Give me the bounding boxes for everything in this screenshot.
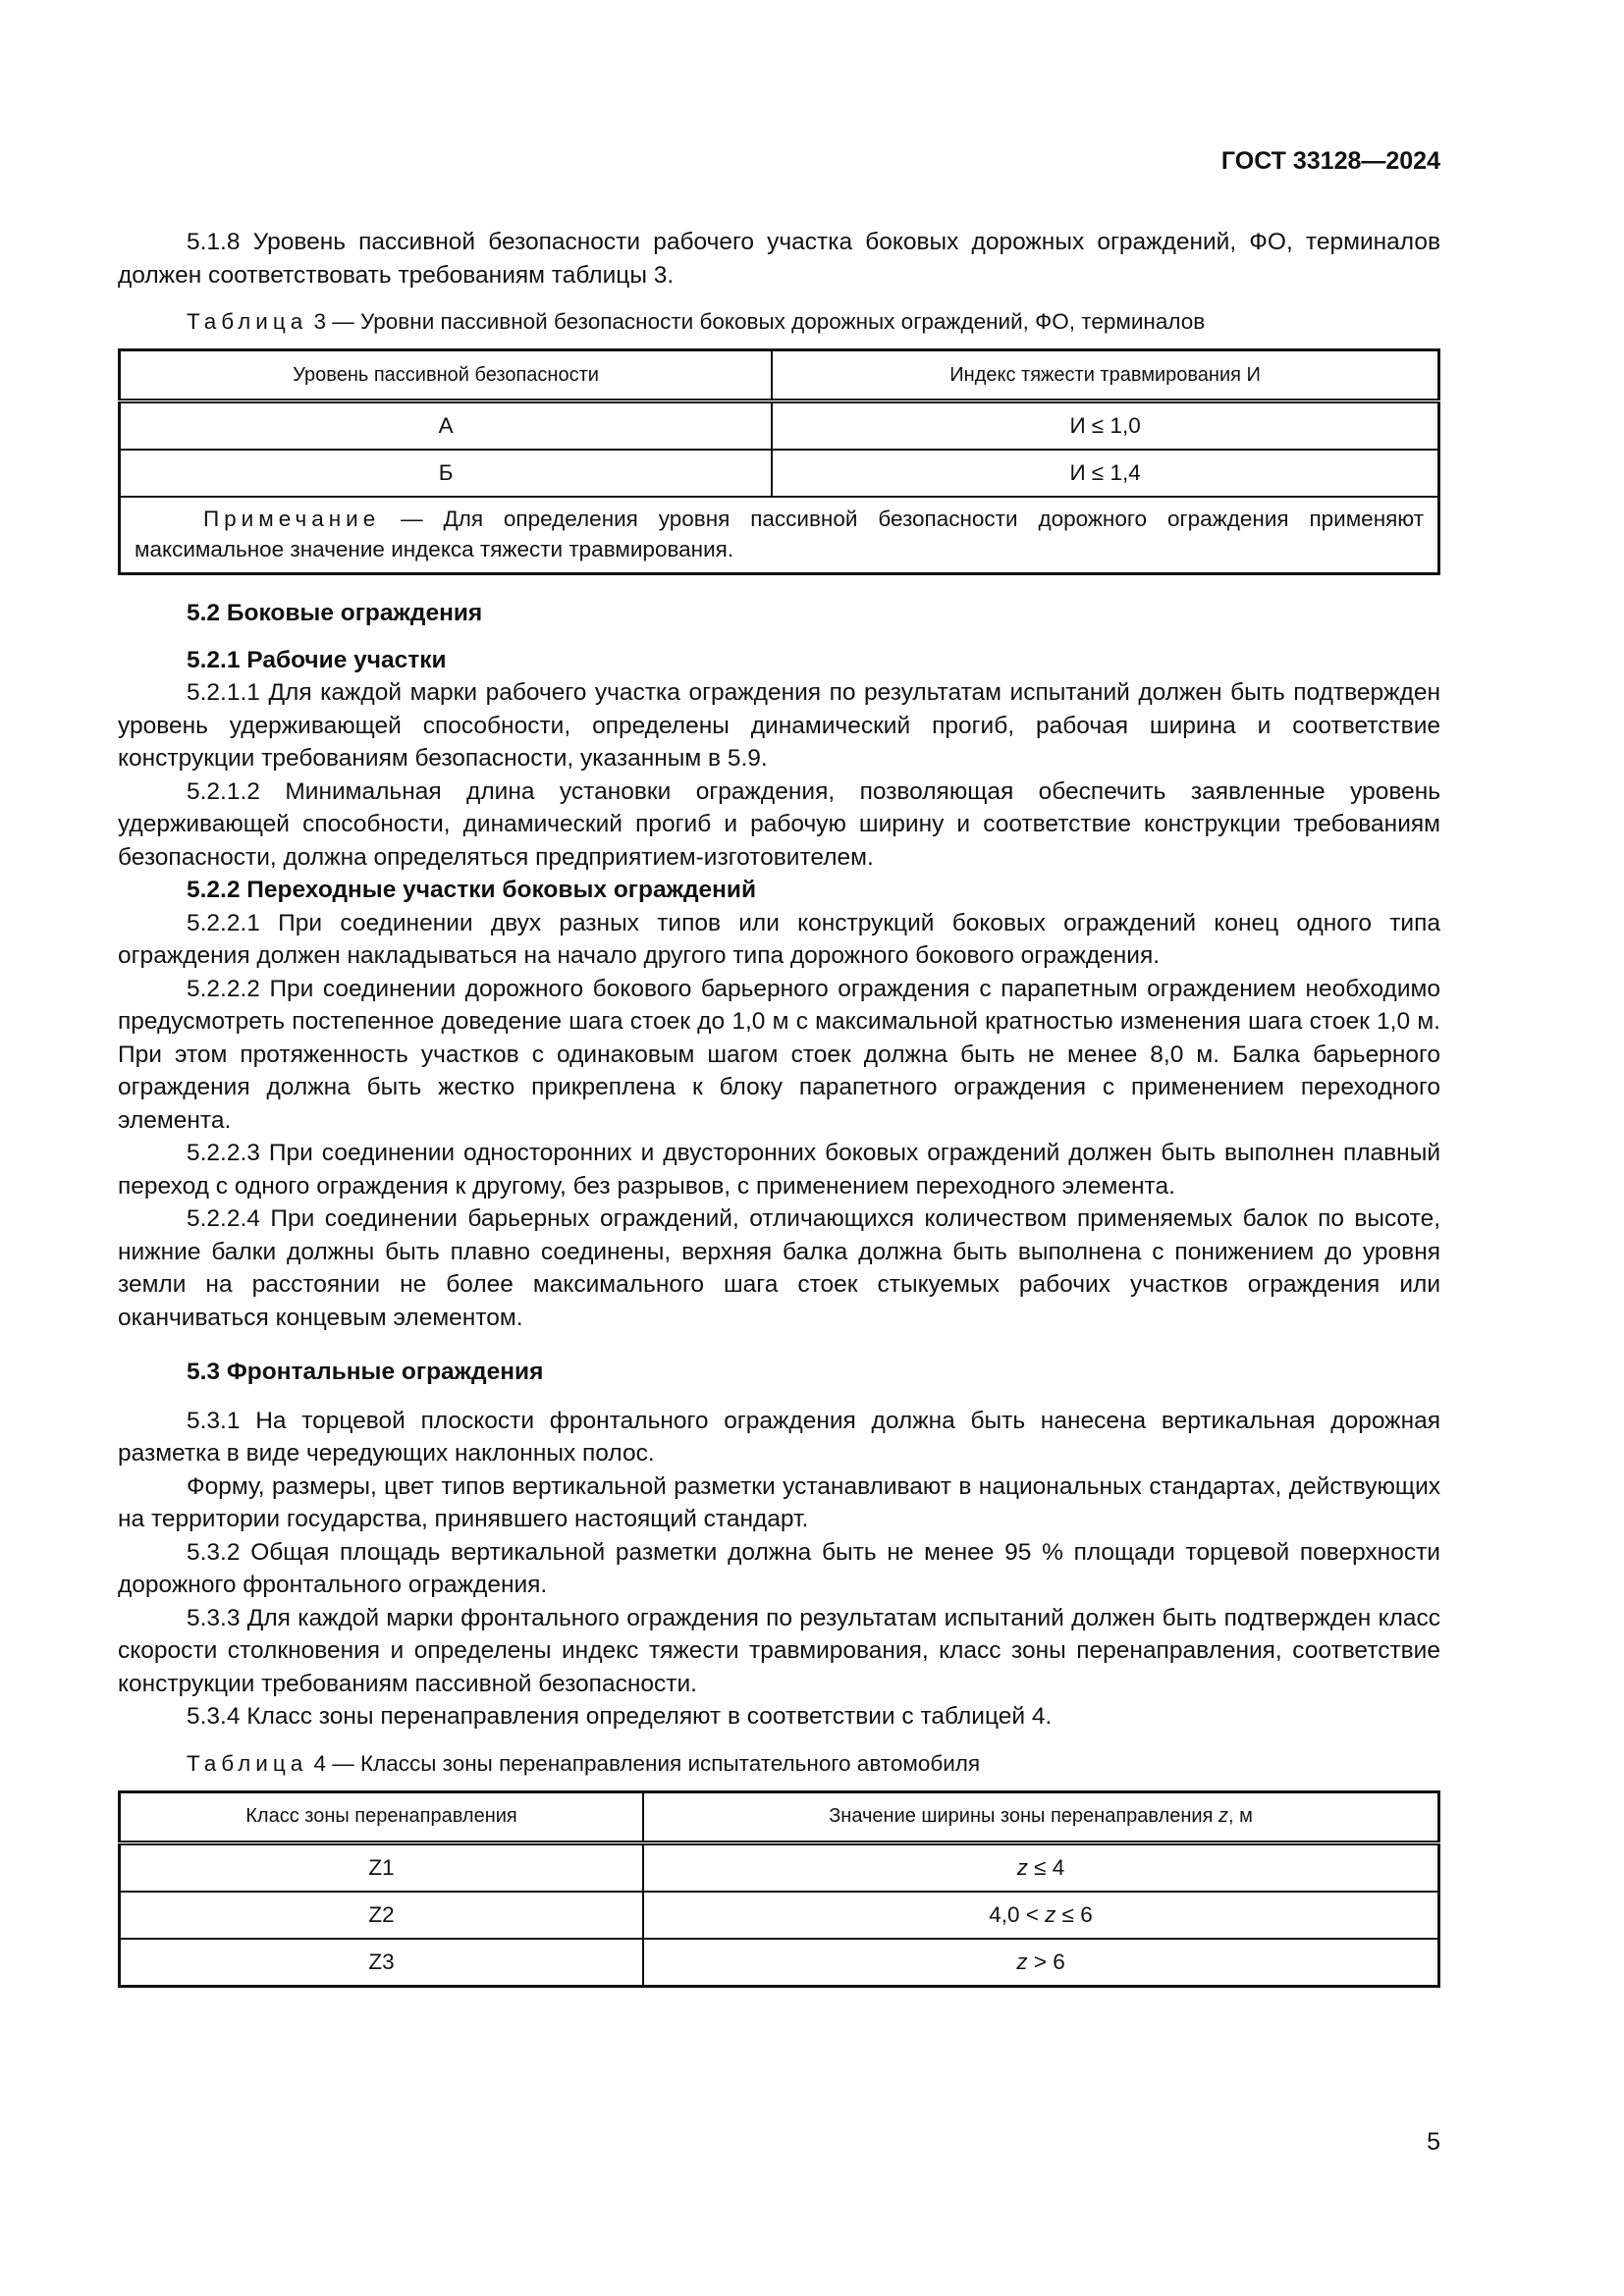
value-post: ≤ 6 (1056, 1901, 1093, 1927)
note-text: — Для определения уровня пассивной безопасности дорожного ограждения применяют максимальное значение индекса тяжести травмирования. (135, 507, 1424, 561)
subsection-heading: 5.2.1 Рабочие участки (187, 646, 447, 673)
table-3 (118, 348, 1440, 575)
table-cell: А (120, 401, 773, 451)
table-note-row (120, 497, 1439, 574)
section-heading: 5.3 Фронтальные ограждения (187, 1359, 544, 1385)
note-label: Примечание (203, 507, 381, 531)
header-variable: z (1218, 1805, 1228, 1827)
table-cell (643, 1939, 1438, 1987)
table-cell: Б (120, 450, 773, 497)
table-4 (118, 1790, 1440, 1988)
document-id: ГОСТ 33128—2024 (1220, 147, 1440, 175)
table-cell: Z1 (120, 1842, 644, 1892)
table-cell: Z3 (120, 1939, 644, 1987)
table-row (120, 450, 1439, 497)
table-cell: И ≤ 1,4 (772, 450, 1438, 497)
table-row (120, 1842, 1439, 1892)
section-heading: 5.2 Боковые ограждения (187, 600, 483, 626)
paragraph: 5.3.3 Для каждой марки фронтального ограждения по результатам испытаний должен быть подтвержден класс скорости столкновения и определены индекс тяжести травмирования, класс зоны перенаправления, соответствие конструкции требованиям пассивной безопасности. (118, 1604, 1440, 1697)
page-number: 5 (1427, 2128, 1440, 2156)
table-cell: Z2 (120, 1892, 644, 1939)
value-post: ≤ 4 (1027, 1854, 1065, 1880)
header-text: Значение ширины зоны перенаправления (829, 1805, 1218, 1827)
table4-caption-word: Таблица (187, 1750, 308, 1776)
table-cell (643, 1842, 1438, 1892)
table4-caption-text: 4 — Классы зоны перенаправления испытательного автомобиля (307, 1750, 981, 1776)
paragraph: 5.3.1 На торцевой плоскости фронтального ограждения должна быть нанесена вертикальная дорожная разметка в виде чередующих наклонных полос. (118, 1407, 1440, 1467)
subsection-heading: 5.2.2 Переходные участки боковых ограждений (187, 877, 757, 903)
table3-caption-word: Таблица (187, 309, 308, 334)
table-cell: И ≤ 1,0 (772, 401, 1438, 451)
value-var: z (1016, 1949, 1028, 1974)
table-row (120, 1939, 1439, 1987)
table4-header: Класс зоны перенаправления (120, 1791, 644, 1842)
table-row (120, 401, 1439, 451)
table3-caption (118, 307, 1440, 337)
paragraph-5-1-8: 5.1.8 Уровень пассивной безопасности рабочего участка боковых дорожных ограждений, ФО, терминалов должен соответствовать требованиям таблицы 3. (118, 229, 1440, 289)
page-content (118, 226, 1440, 1988)
table3-note (120, 497, 1439, 574)
header-unit: , м (1227, 1805, 1253, 1827)
paragraph: 5.2.2.4 При соединении барьерных ограждений, отличающихся количеством применяемых балок по высоте, нижние балки должны быть плавно соединены, верхняя балка должна быть выполнена с понижением до уровня земли на расстоянии не более максимального шага стоек стыкуемых рабочих участков ограждения или оканчиваться концевым элементом. (118, 1205, 1440, 1331)
value-var: z (1016, 1854, 1028, 1880)
table4-header (643, 1791, 1438, 1842)
paragraph: Форму, размеры, цвет типов вертикальной разметки устанавливают в национальных стандартах, действующих на территории государства, принявшего настоящий стандарт. (118, 1472, 1440, 1532)
paragraph: 5.2.1.2 Минимальная длина установки ограждения, позволяющая обеспечить заявленные уровень удерживающей способности, динамический прогиб и рабочую ширину и соответствие конструкции требованиям безопасности, должна определяться предприятием-изготовителем. (118, 777, 1440, 871)
table3-header: Индекс тяжести травмирования И (772, 350, 1438, 401)
table3-header: Уровень пассивной безопасности (120, 350, 773, 401)
paragraph: 5.3.2 Общая площадь вертикальной разметки должна быть не менее 95 % площади торцевой поверхности дорожного фронтального ограждения. (118, 1538, 1440, 1598)
value-var: z (1045, 1901, 1056, 1927)
paragraph: 5.2.2.3 При соединении односторонних и двусторонних боковых ограждений должен быть выполнен плавный переход с одного ограждения к другому, без разрывов, с применением переходного элемента. (118, 1140, 1440, 1200)
table-row (120, 1892, 1439, 1939)
paragraph: 5.2.2.1 При соединении двух разных типов или конструкций боковых ограждений конец одного типа ограждения должен накладываться на начало другого типа дорожного бокового ограждения. (118, 909, 1440, 969)
paragraph: 5.2.2.2 При соединении дорожного бокового барьерного ограждения с парапетным ограждением необходимо предусмотреть постепенное доведение шага стоек до 1,0 м с максимальной кратностью изменения шага стоек 1,0 м. При этом протяженность участков с одинаковым шагом стоек должна быть не менее 8,0 м. Балка барьерного ограждения должна быть жестко прикреплена к блоку парапетного ограждения с применением переходного элемента. (118, 975, 1440, 1134)
value-pre: 4,0 < (989, 1901, 1046, 1927)
table-cell (643, 1892, 1438, 1939)
table3-caption-text: 3 — Уровни пассивной безопасности боковых дорожных ограждений, ФО, терминалов (307, 309, 1206, 334)
paragraph: 5.3.4 Класс зоны перенаправления определяют в соответствии с таблицей 4. (187, 1703, 1053, 1730)
table4-caption (118, 1749, 1440, 1779)
paragraph: 5.2.1.1 Для каждой марки рабочего участка ограждения по результатам испытаний должен быть подтвержден уровень удерживающей способности, определены динамический прогиб, рабочая ширина и соответствие конструкции требованиям безопасности, указанным в 5.9. (118, 679, 1440, 772)
value-post: > 6 (1027, 1949, 1065, 1974)
